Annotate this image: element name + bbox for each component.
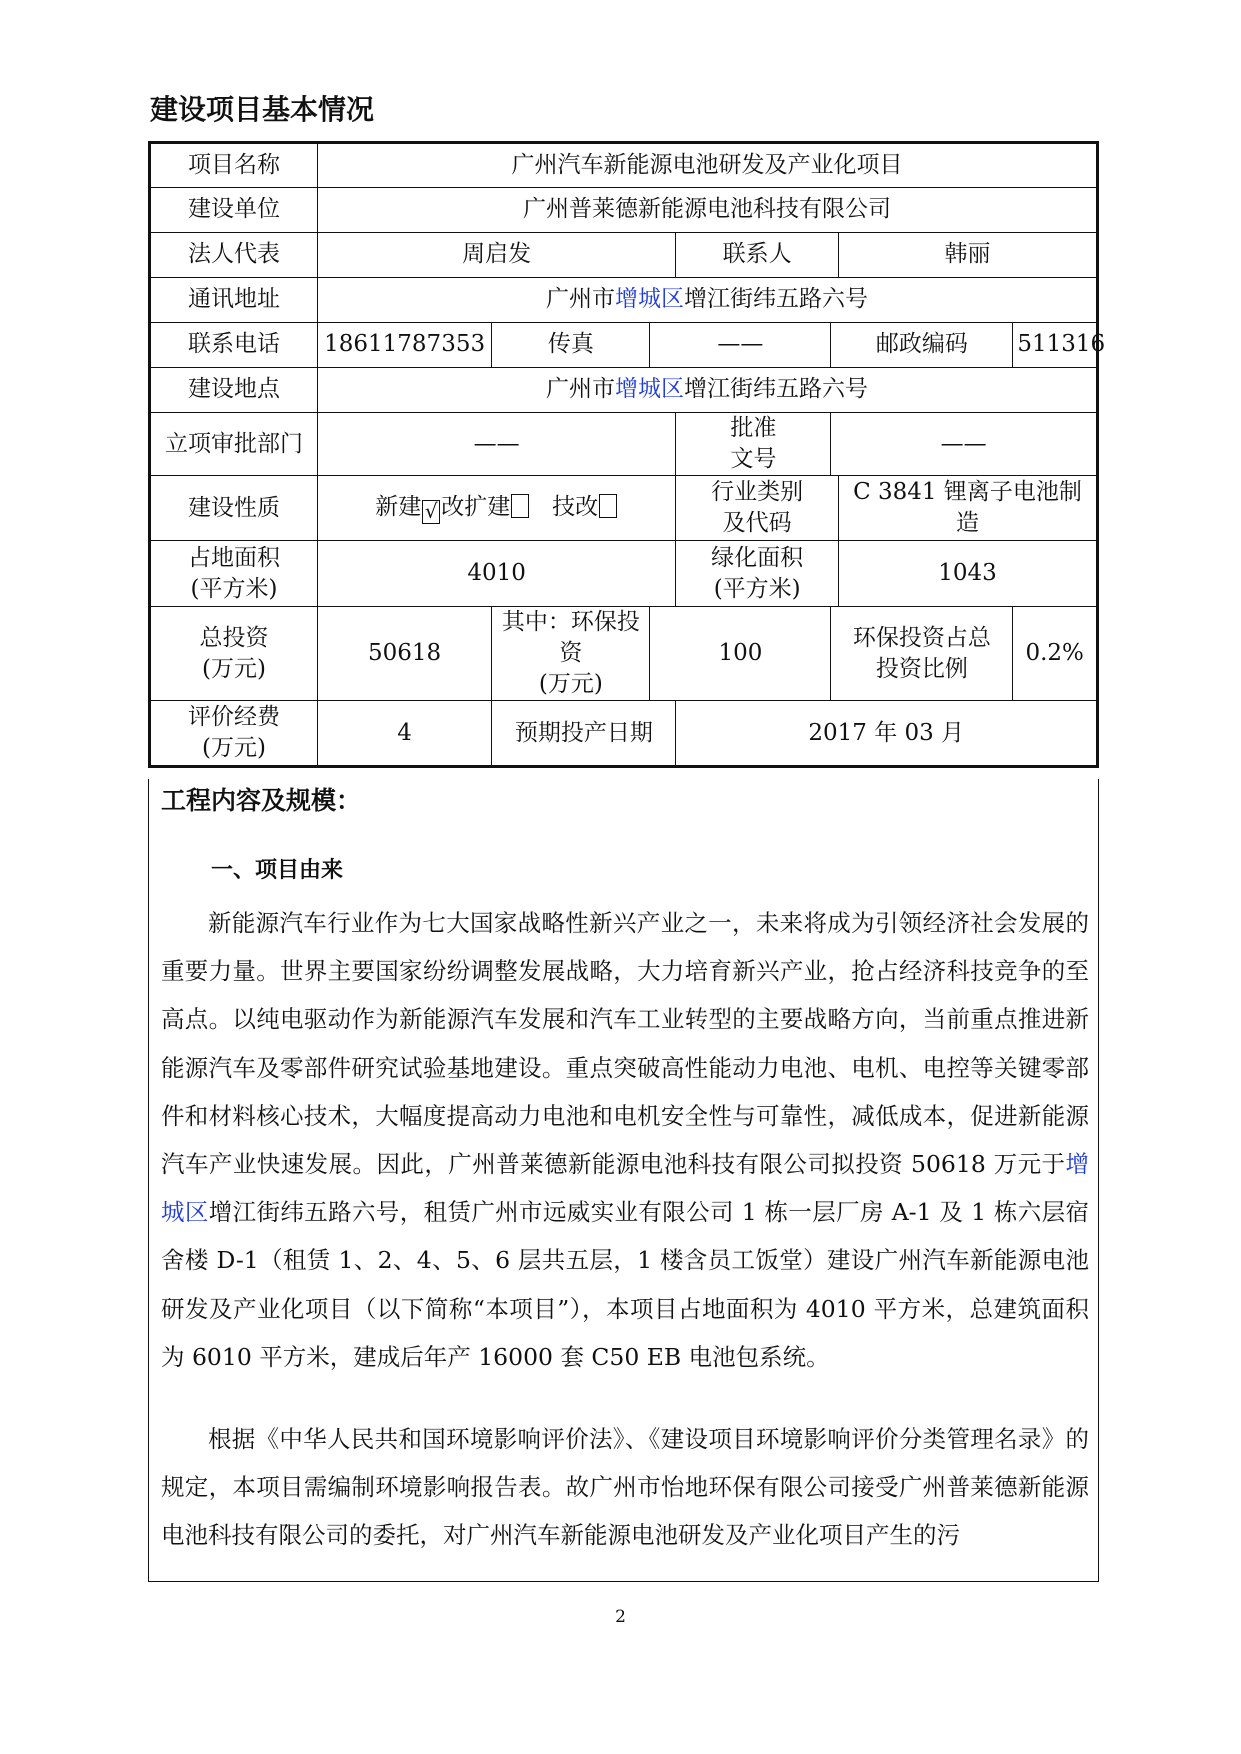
env-ratio-value: 0.2% [1013, 607, 1098, 701]
table-row [150, 188, 1098, 233]
checkbox-empty-icon [599, 494, 617, 518]
table-row [150, 476, 1098, 541]
contact-value: 韩丽 [838, 233, 1097, 278]
site-value: 广州市增城区增江街纬五路六号 [317, 368, 1097, 413]
industry-value: C 3841 锂离子电池制 造 [838, 476, 1097, 541]
content-heading: 工程内容及规模： [161, 786, 362, 815]
nature-label: 建设性质 [150, 476, 318, 541]
table-row [150, 323, 1098, 368]
paragraph: 根据《中华人民共和国环境影响评价法》、《建设项目环境影响评价分类管理名录》的规定，本项目需编制环境影响报告表。故广州市怡地环保有限公司接受广州普莱德新能源电池科技有限公司的委托，对广州汽车新能源电池研发及产业化项目产生的污 [161, 1425, 1089, 1550]
site-label: 建设地点 [150, 368, 318, 413]
env-invest-label: 其中：环保投资 (万元) [492, 607, 650, 701]
area-value: 4010 [317, 541, 676, 607]
section-heading: 一、项目由来 [211, 858, 344, 883]
checkbox-empty-icon [511, 494, 529, 518]
table-row [150, 278, 1098, 323]
content-section [148, 779, 1099, 1582]
paragraph: 新能源汽车行业作为七大国家战略性新兴产业之一，未来将成为引领经济社会发展的重要力量。世界主要国家纷纷调整发展战略，大力培育新兴产业，抢占经济科技竞争的至高点。以纯电驱动作为新能源汽车发展和汽车工业转型的主要战略方向，当前重点推进新能源汽车及零部件研究试验基地建设。重点突破高性能动力电池、电机、电控等关键零部件和材料核心技术，大幅度提高动力电池和电机安全性与可靠性，减低成本，促进新能源汽车产业快速发展。因此，广州普莱德新能源电池科技有限公司拟投资 50618 万元于增城区增江街纬五路六号，租赁广州市远威实业有限公司 1 栋一层厂房 A-1 及 1 栋六层宿舍楼 D-1（租赁 1、2、4、5、6 层共五层，1 楼含员工饭堂）建设广州汽车新能源电池研发及产业化项目（以下简称“本项目”），本项目占地面积为 4010 平方米，总建筑面积为 6010 平方米，建成后年产 16000 套 C50 EB 电池包系统。 [161, 909, 1090, 1371]
table-row [150, 541, 1098, 607]
eval-fee-value: 4 [317, 701, 491, 767]
phone-label: 联系电话 [150, 323, 318, 368]
postcode-value: 511316 [1013, 323, 1098, 368]
page-number: 2 [615, 1607, 626, 1627]
contact-label: 联系人 [676, 233, 838, 278]
project-name-value: 广州汽车新能源电池研发及产业化项目 [317, 143, 1097, 188]
project-name-label: 项目名称 [150, 143, 318, 188]
industry-label: 行业类别 及代码 [676, 476, 838, 541]
table-row [150, 701, 1098, 767]
green-label: 绿化面积 (平方米) [676, 541, 838, 607]
fax-label: 传真 [492, 323, 650, 368]
green-value: 1043 [838, 541, 1097, 607]
prod-date-value: 2017 年 03 月 [676, 701, 1098, 767]
area-label: 占地面积 (平方米) [150, 541, 318, 607]
postcode-label: 邮政编码 [831, 323, 1013, 368]
fax-value: —— [650, 323, 831, 368]
table-row [150, 368, 1098, 413]
project-info-table [148, 141, 1106, 768]
address-value: 广州市增城区增江街纬五路六号 [317, 278, 1097, 323]
invest-value: 50618 [317, 607, 491, 701]
builder-value: 广州普莱德新能源电池科技有限公司 [317, 188, 1097, 233]
env-ratio-label: 环保投资占总 投资比例 [831, 607, 1013, 701]
table-row [150, 413, 1098, 476]
legal-rep-label: 法人代表 [150, 233, 318, 278]
table-row [150, 143, 1098, 188]
district-link[interactable]: 增城区 [614, 286, 684, 313]
approval-no-label: 批准 文号 [676, 413, 831, 476]
district-link[interactable]: 增城区 [161, 1150, 1089, 1227]
legal-rep-value: 周启发 [317, 233, 676, 278]
page-title: 建设项目基本情况 [150, 93, 375, 126]
approval-dept-label: 立项审批部门 [150, 413, 318, 476]
address-label: 通讯地址 [150, 278, 318, 323]
approval-dept-value: —— [317, 413, 676, 476]
invest-label: 总投资 (万元) [150, 607, 318, 701]
prod-date-label: 预期投产日期 [492, 701, 676, 767]
env-invest-value: 100 [650, 607, 831, 701]
district-link[interactable]: 增城区 [614, 376, 684, 403]
nature-value: 新建 √ 改扩建 技改 [317, 476, 676, 541]
phone-value: 18611787353 [317, 323, 491, 368]
table-row [150, 607, 1098, 701]
builder-label: 建设单位 [150, 188, 318, 233]
approval-no-value: —— [831, 413, 1098, 476]
eval-fee-label: 评价经费 (万元) [150, 701, 318, 767]
checkbox-checked-icon: √ [422, 500, 440, 524]
table-row [150, 233, 1098, 278]
